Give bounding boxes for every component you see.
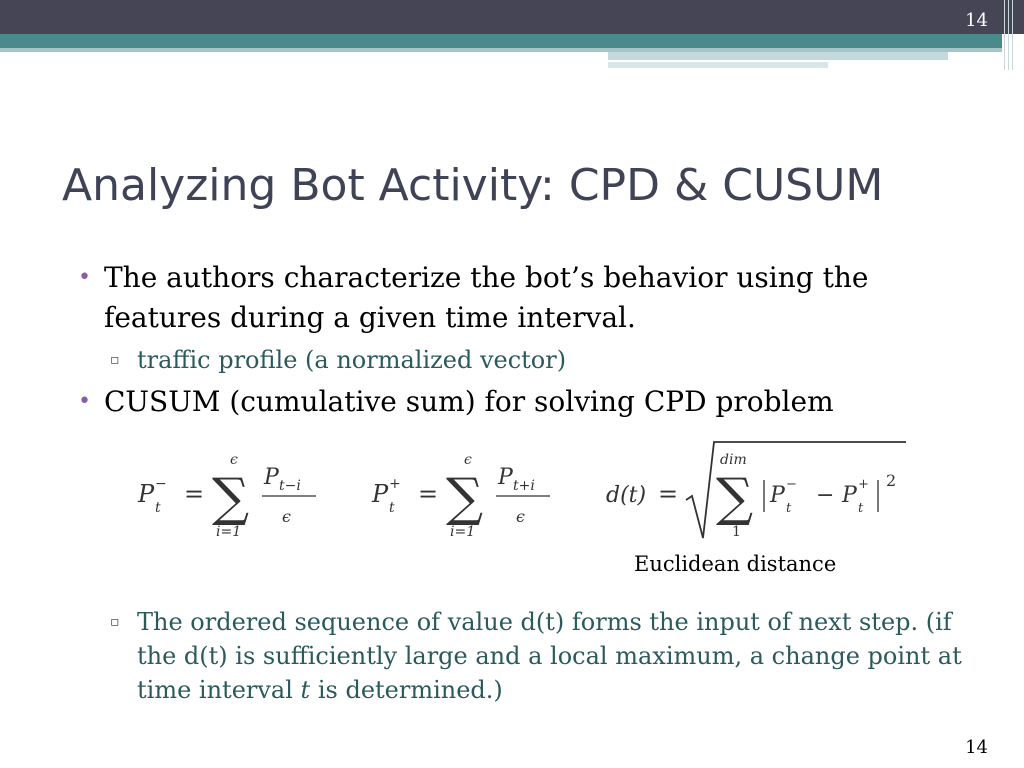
decor-block-1 <box>608 52 948 60</box>
sub-bullet-2-text-before: The ordered sequence of value d(t) forms the input of next step. (if the d(t) is sufficiently large and a local maximum, a change point at time interval <box>137 608 962 704</box>
top-bar <box>0 0 1024 34</box>
plus-sup: + <box>858 477 869 492</box>
sum-sign: ∑ <box>212 468 250 528</box>
square-bullet-icon: ▫ <box>110 352 120 368</box>
num-p: P <box>498 465 513 490</box>
denominator: ϵ <box>282 507 291 526</box>
sub-bullet-1 <box>110 343 970 377</box>
d-lhs: d(t) <box>606 483 647 508</box>
bullet-dot-icon: • <box>78 265 91 290</box>
teal-band <box>0 34 1002 48</box>
bullet-1-text: The authors characterize the bot’s behavior using the features during a given time interval. <box>104 261 869 334</box>
dim-lower: 1 <box>732 524 741 540</box>
p-symbol: P <box>138 480 155 508</box>
dim-upper: dim <box>720 452 747 468</box>
square-bullet-icon: ▫ <box>110 614 120 630</box>
denominator: ϵ <box>516 507 525 526</box>
cusum-formulas <box>130 440 920 550</box>
bullet-2-text: CUSUM (cumulative sum) for solving CPD problem <box>104 385 834 418</box>
slide-title: Analyzing Bot Activity: CPD & CUSUM <box>62 160 884 211</box>
sum-sign: ∑ <box>446 468 484 528</box>
minus-sup: − <box>786 477 797 492</box>
p-symbol: P <box>842 483 857 508</box>
t-sub: t <box>155 500 161 516</box>
bullet-dot-icon: • <box>78 389 91 414</box>
sum-sign: ∑ <box>716 468 754 528</box>
t-sub: t <box>858 501 864 516</box>
p-symbol: P <box>372 480 389 508</box>
sum-upper: ϵ <box>464 452 472 468</box>
minus-sup: − <box>155 476 167 492</box>
num-sub: t+i <box>513 478 535 494</box>
p-symbol: P <box>770 483 785 508</box>
page-number-top: 14 <box>965 10 988 31</box>
sum-lower: i=1 <box>450 524 476 540</box>
formula-p-minus <box>137 452 316 540</box>
equals: = <box>658 480 679 508</box>
equals: = <box>184 480 205 508</box>
sub-bullet-2-text <box>137 605 970 707</box>
num-p: P <box>264 465 279 490</box>
sub-bullet-2-italic-t: t <box>300 676 311 704</box>
bullet-1 <box>78 258 938 338</box>
decor-block-2 <box>608 62 828 68</box>
sum-lower: i=1 <box>216 524 242 540</box>
page-number-bottom: 14 <box>965 737 988 758</box>
bullet-2 <box>78 382 938 422</box>
euclidean-caption: Euclidean distance <box>634 552 837 576</box>
num-sub: t−i <box>279 478 301 494</box>
sub-bullet-1-text: traffic profile (a normalized vector) <box>137 346 567 374</box>
plus-sup: + <box>389 476 401 492</box>
t-sub: t <box>389 500 395 516</box>
sub-bullet-2 <box>110 605 970 707</box>
exponent: 2 <box>886 471 897 490</box>
equals: = <box>418 480 439 508</box>
decor-vertical-lines <box>1002 0 1024 70</box>
formula-distance <box>606 442 906 540</box>
formula-p-plus <box>371 452 550 540</box>
minus-sign: − <box>816 483 835 508</box>
t-sub: t <box>786 501 792 516</box>
sub-bullet-2-text-after: is determined.) <box>310 676 503 704</box>
sum-upper: ϵ <box>230 452 238 468</box>
